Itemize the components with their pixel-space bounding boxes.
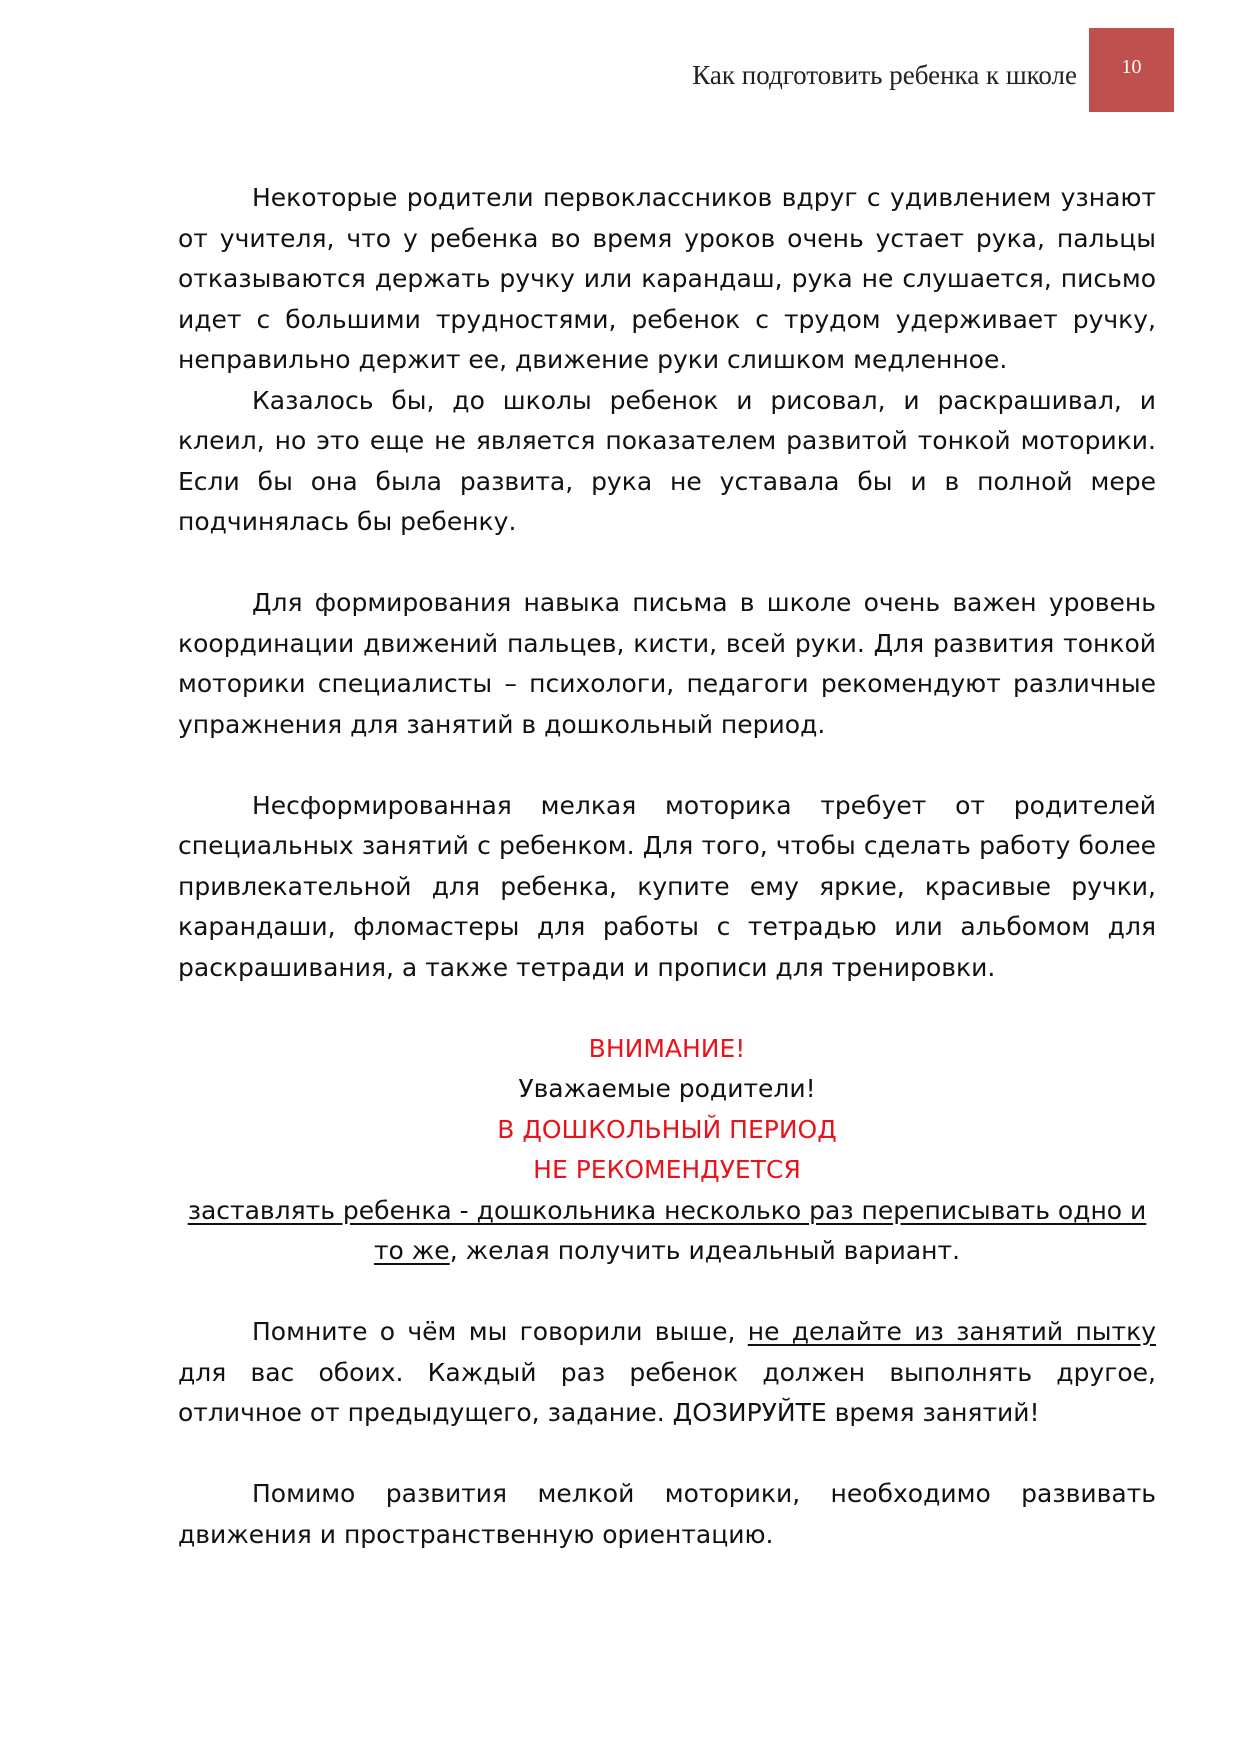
paragraph-gap: [178, 543, 1156, 584]
paragraph-gap: [178, 988, 1156, 1029]
paragraph-gap: [178, 1434, 1156, 1475]
header-title: Как подготовить ребенка к школе: [692, 59, 1077, 90]
notice-line-2: [178, 1231, 1156, 1272]
notice-line-rest: , желая получить идеальный вариант.: [449, 1236, 961, 1265]
page-number-box: [1089, 28, 1174, 112]
paragraph-gap: [178, 745, 1156, 786]
paragraph-1: Некоторые родители первоклассников вдруг с удивлением узнают от учителя, что у ребенка во время уроков очень устает рука, пальцы отказываются держать ручку или карандаш, рука не слушается, письмо идет с большими трудностями, ребенок с трудом удерживает ручку, неправильно держит ее, движение руки слишком медленное.: [178, 183, 1156, 374]
notice-underlined-text-2: то же: [373, 1236, 450, 1265]
paragraph-5-end: для вас обоих. Каждый раз ребенок должен выполнять другое, отличное от предыдущего, задание. ДОЗИРУЙТЕ время занятий!: [178, 1357, 1156, 1427]
paragraph-4: Несформированная мелкая моторика требует от родителей специальных занятий с ребенком. Для того, чтобы сделать работу более привлекательной для ребенка, купите ему яркие, красивые ручки, карандаши, фломастеры для работы с тетрадью или альбомом для раскрашивания, а также тетради и прописи для тренировки.: [178, 790, 1156, 982]
page-header: [692, 28, 1174, 112]
paragraph-3: Для формирования навыка письма в школе очень важен уровень координации движений пальцев, кисти, всей руки. Для развития тонкой моторики специалисты – психологи, педагоги рекомендуют различные упражнения для занятий в дошкольный период.: [178, 588, 1156, 739]
paragraph-5-underlined: не делайте из занятий пытку: [747, 1317, 1156, 1346]
paragraph-5-start: Помните о чём мы говорили выше,: [252, 1317, 748, 1346]
notice-not-recommended: НЕ РЕКОМЕНДУЕТСЯ: [533, 1155, 801, 1184]
paragraph-gap: [178, 1272, 1156, 1313]
notice-period: В ДОШКОЛЬНЫЙ ПЕРИОД: [497, 1114, 837, 1144]
notice-attention: ВНИМАНИЕ!: [588, 1033, 746, 1063]
page-number: 10: [1121, 56, 1142, 78]
paragraph-5: [178, 1312, 1156, 1434]
notice-block: [178, 1029, 1156, 1272]
notice-underlined-text-1: заставлять ребенка - дошкольника несколько раз переписывать одно и: [187, 1195, 1147, 1225]
notice-greeting: Уважаемые родители!: [518, 1074, 816, 1103]
notice-line-1: [178, 1191, 1156, 1232]
page-body: [178, 178, 1156, 1555]
paragraph-6: Помимо развития мелкой моторики, необходимо развивать движения и пространственную ориентацию.: [178, 1479, 1156, 1549]
paragraph-2: Казалось бы, до школы ребенок и рисовал, и раскрашивал, и клеил, но это еще не является показателем развитой тонкой моторики. Если бы она была развита, рука не уставала бы и в полной мере подчинялась бы ребенку.: [178, 385, 1156, 536]
